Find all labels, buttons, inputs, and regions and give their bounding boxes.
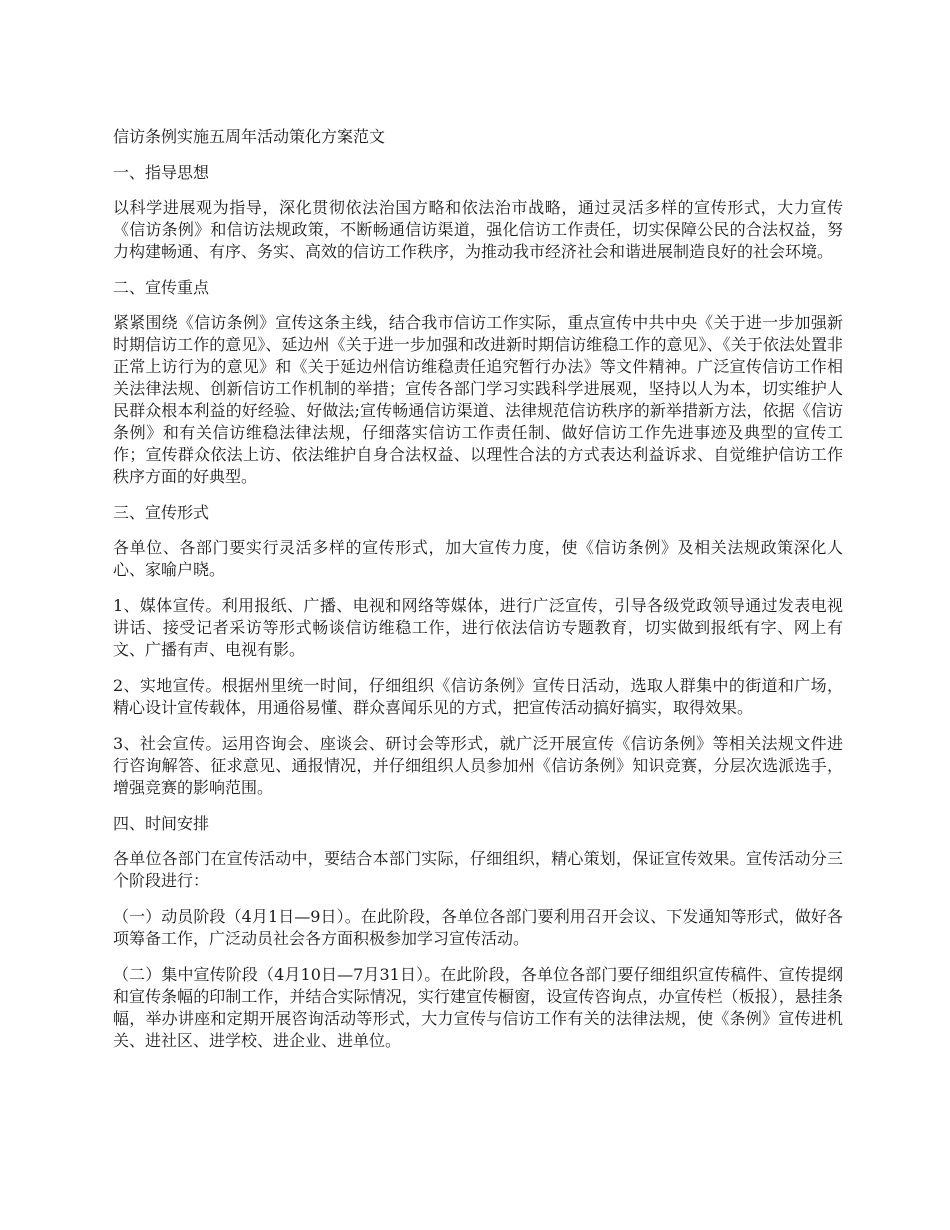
paragraph-onsite-publicity: 2、实地宣传。根据州里统一时间，仔细组织《信访条例》宣传日活动，选取人群集中的街道和广场，精心设计宣传载体，用通俗易懂、群众喜闻乐见的方式，把宣传活动搞好搞实，取得效果。 bbox=[113, 676, 843, 717]
section-heading-3: 三、宣传形式 bbox=[113, 503, 210, 522]
paragraph-concentrated-phase: （二）集中宣传阶段（4月10日—7月31日）。在此阶段，各单位各部门要仔细组织宣传稿件、宣传提纲和宣传条幅的印制工作，并结合实际情况，实行建宣传橱窗，设宣传咨询点，办宣传栏（板报），悬挂条幅，举办讲座和定期开展咨询活动等形式，大力宣传与信访工作有关的法律法规，使《条例》宣传进机关、进社区、进学校、进企业、进单位。 bbox=[113, 965, 843, 1050]
paragraph-guiding-ideology: 以科学进展观为指导，深化贯彻依法治国方略和依法治市战略，通过灵活多样的宣传形式，大力宣传《信访条例》和信访法规政策，不断畅通信访渠道，强化信访工作责任，切实保障公民的合法权益，努力构建畅通、有序、务实、高效的信访工作秩序，为推动我市经济社会和谐进展制造良好的社会环境。 bbox=[113, 198, 843, 261]
document-title: 信访条例实施五周年活动策化方案范文 bbox=[113, 127, 386, 146]
paragraph-mobilization-phase: （一）动员阶段（4月1日—9日）。在此阶段，各单位各部门要利用召开会议、下发通知等形式，做好各项筹备工作，广泛动员社会各方面积极参加学习宣传活动。 bbox=[113, 907, 843, 948]
paragraph-media-publicity: 1、媒体宣传。利用报纸、广播、电视和网络等媒体，进行广泛宣传，引导各级党政领导通过发表电视讲话、接受记者采访等形式畅谈信访维稳工作，进行依法信访专题教育，切实做到报纸有字、网上有文、广播有声、电视有影。 bbox=[113, 596, 843, 659]
paragraph-schedule-intro: 各单位各部门在宣传活动中，要结合本部门实际，仔细组织，精心策划，保证宣传效果。宣传活动分三个阶段进行： bbox=[113, 849, 843, 890]
section-heading-1: 一、指导思想 bbox=[113, 163, 210, 182]
paragraph-publicity-focus: 紧紧围绕《信访条例》宣传这条主线，结合我市信访工作实际，重点宣传中共中央《关于进一步加强新时期信访工作的意见》、延边州《关于进一步加强和改进新时期信访维稳工作的意见》、《关于依法处置非正常上访行为的意见》和《关于延边州信访维稳责任追究暂行办法》等文件精神。广泛宣传信访工作相关法律法规、创新信访工作机制的举措；宣传各部门学习实践科学进展观，坚持以人为本，切实维护人民群众根本利益的好经验、好做法;宣传畅通信访渠道、法律规范信访秩序的新举措新方法，依据《信访条例》和有关信访维稳法律法规，仔细落实信访工作责任制、做好信访工作先进事迹及典型的宣传工作；宣传群众依法上访、依法维护自身合法权益、以理性合法的方式表达利益诉求、自觉维护信访工作秩序方面的好典型。 bbox=[113, 313, 843, 486]
section-heading-2: 二、宣传重点 bbox=[113, 278, 210, 297]
document-page bbox=[113, 126, 843, 1066]
section-heading-4: 四、时间安排 bbox=[113, 814, 210, 833]
paragraph-publicity-forms-intro: 各单位、各部门要实行灵活多样的宣传形式，加大宣传力度，使《信访条例》及相关法规政策深化人心、家喻户晓。 bbox=[113, 538, 843, 579]
paragraph-social-publicity: 3、社会宣传。运用咨询会、座谈会、研讨会等形式，就广泛开展宣传《信访条例》等相关法规文件进行咨询解答、征求意见、通报情况，并仔细组织人员参加州《信访条例》知识竞赛，分层次选派选手，增强竞赛的影响范围。 bbox=[113, 734, 843, 797]
